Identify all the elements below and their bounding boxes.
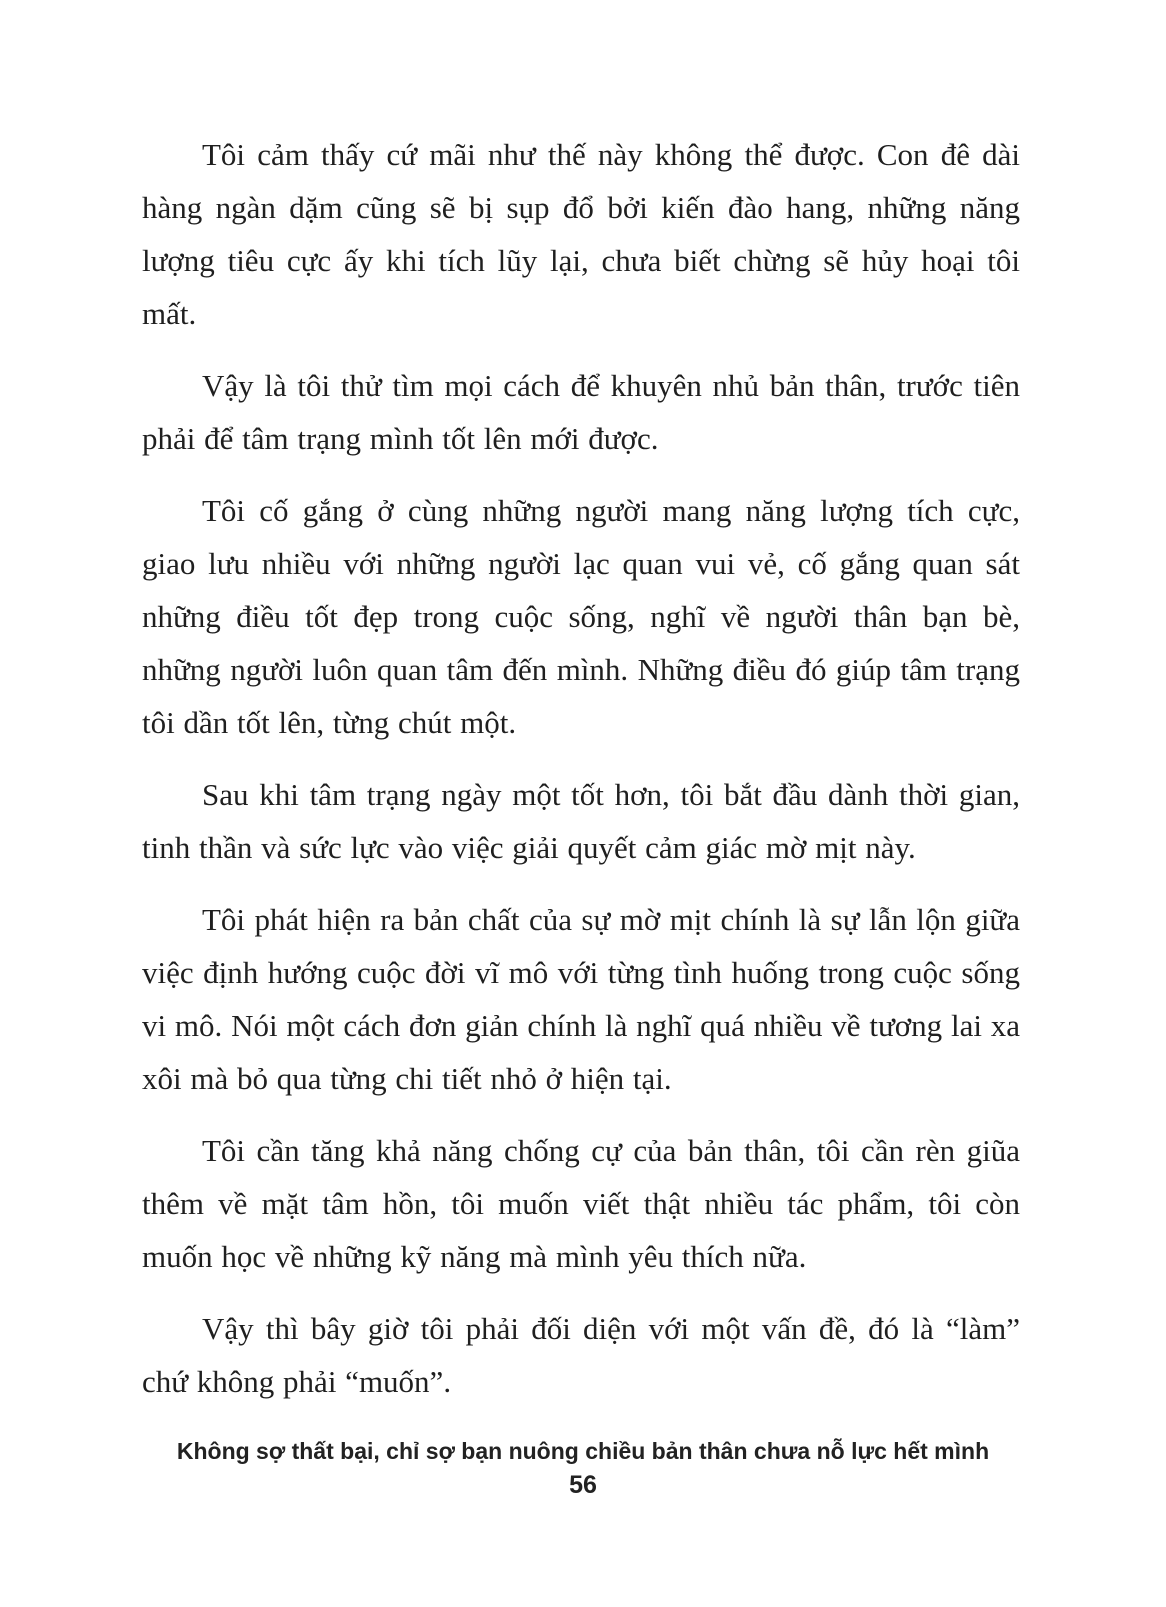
body-paragraph: Vậy là tôi thử tìm mọi cách để khuyên nhủ bản thân, trước tiên phải để tâm trạng mình tốt lên mới được. [142,368,1020,456]
page-body-text [142,128,1020,1427]
body-paragraph: Tôi phát hiện ra bản chất của sự mờ mịt chính là sự lẫn lộn giữa việc định hướng cuộc đời vĩ mô với từng tình huống trong cuộc sống vi mô. Nói một cách đơn giản chính là nghĩ quá nhiều về tương lai xa xôi mà bỏ qua từng chi tiết nhỏ ở hiện tại. [142,902,1020,1096]
body-paragraph: Tôi cần tăng khả năng chống cự của bản thân, tôi cần rèn giũa thêm về mặt tâm hồn, tôi muốn viết thật nhiều tác phẩm, tôi còn muốn học về những kỹ năng mà mình yêu thích nữa. [142,1133,1020,1274]
body-paragraph: Tôi cảm thấy cứ mãi như thế này không thể được. Con đê dài hàng ngàn dặm cũng sẽ bị sụp đổ bởi kiến đào hang, những năng lượng tiêu cực ấy khi tích lũy lại, chưa biết chừng sẽ hủy hoại tôi mất. [142,137,1020,331]
footer-quote: Không sợ thất bại, chỉ sợ bạn nuông chiều bản thân chưa nỗ lực hết mình [176,1438,990,1464]
body-paragraph: Vậy thì bây giờ tôi phải đối diện với một vấn đề, đó là “làm” chứ không phải “muốn”. [142,1311,1020,1399]
body-paragraph: Sau khi tâm trạng ngày một tốt hơn, tôi bắt đầu dành thời gian, tinh thần và sức lực vào việc giải quyết cảm giác mờ mịt này. [142,777,1020,865]
body-paragraph: Tôi cố gắng ở cùng những người mang năng lượng tích cực, giao lưu nhiều với những người lạc quan vui vẻ, cố gắng quan sát những điều tốt đẹp trong cuộc sống, nghĩ về người thân bạn bè, những người luôn quan tâm đến mình. Những điều đó giúp tâm trạng tôi dần tốt lên, từng chút một. [142,493,1020,740]
page-number: 56 [569,1471,597,1499]
